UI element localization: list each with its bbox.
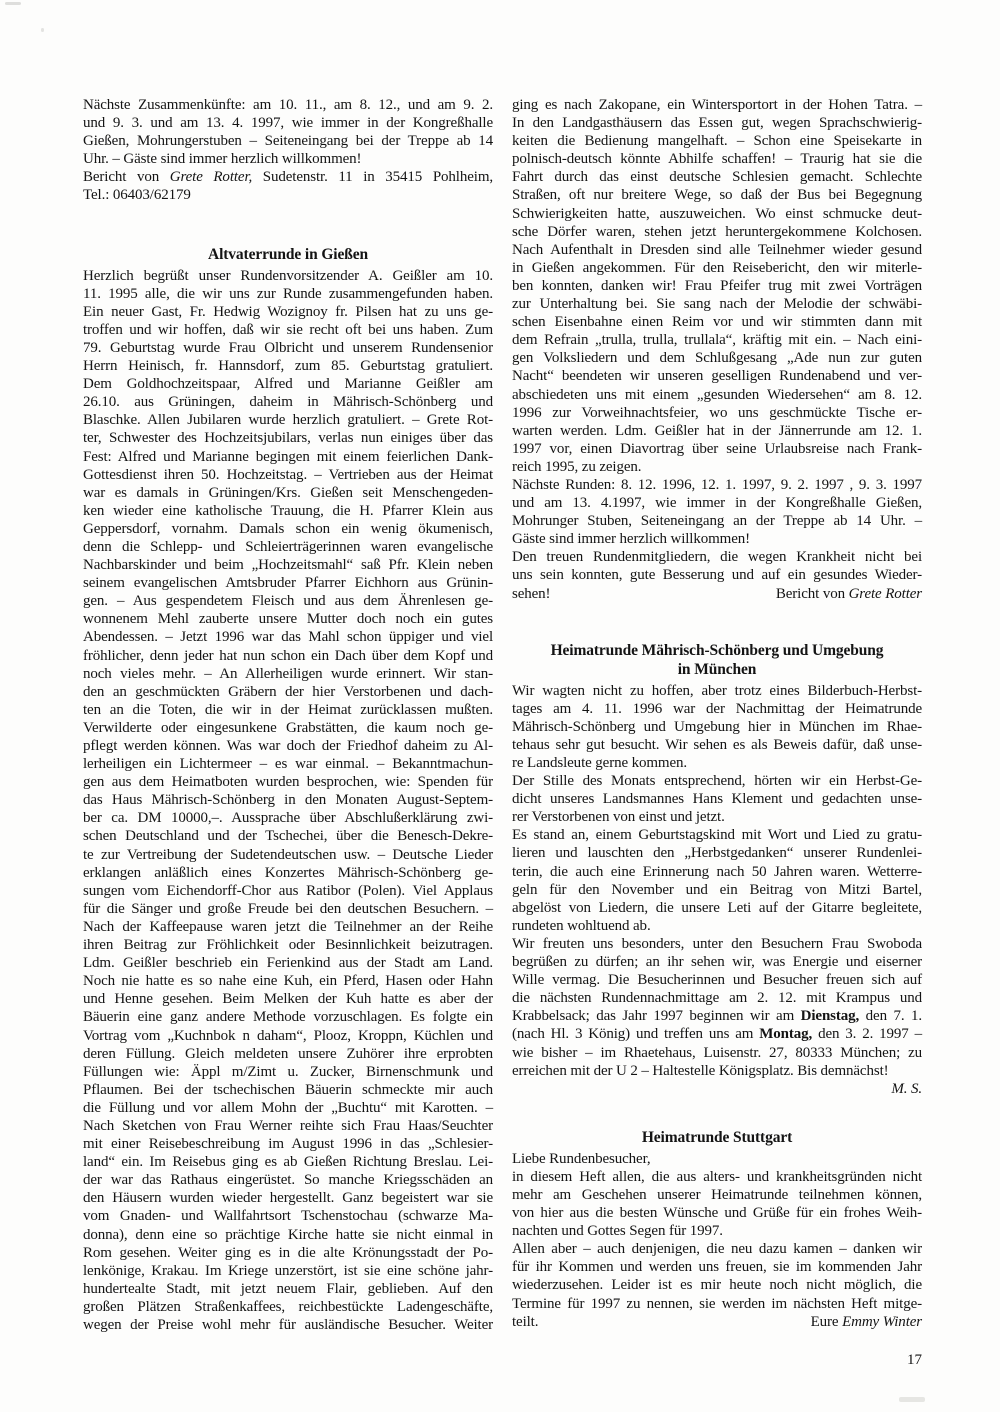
section-heading [512, 1128, 922, 1147]
section-heading [512, 641, 922, 679]
paragraph [512, 476, 922, 548]
text-line: Fahrt durch das einst deutsche Schlesien gemacht. Schlechte [512, 169, 922, 186]
text-line: donna), denn eine so prächtige Kirche hatte sie nicht einmal in [83, 1226, 493, 1243]
text-line: die nächsten Rundennachmittage am 2. 12. mit Krampus und [512, 990, 922, 1007]
paragraph [83, 96, 493, 168]
text-line: Nach Aufenthalt in Dresden sind alle Teilnehmer wieder gesund [512, 241, 922, 258]
text-line: ter, Schwester des Hochzeitsjubilars, verlas nun einiges über das [83, 430, 493, 447]
heading-line: in München [677, 660, 757, 678]
text-line: zur Unterhaltung bei. Sie sang nach der Melodie der schwäbi- [512, 296, 922, 313]
text-line: wie bisher – im Rhaetehaus, Luisenstr. 27, 80333 München; zu [512, 1044, 922, 1061]
paragraph [512, 826, 922, 935]
paragraph [512, 96, 922, 476]
paragraph [512, 1168, 922, 1240]
text-line: und 9. 3. und am 13. 4. 1997, wie immer in der Kongreßhalle [83, 115, 493, 132]
text-line: gen Volksliedern und dem Schlußgesang „Ade nun zur guten [512, 350, 922, 367]
text-line: Nachbarskinder und beim „Hochzeitsmahl“ saß Pfr. Klein neben [83, 557, 493, 574]
text-line: uns sein konnten, gute Besserung und auf ein gesundes Wieder- [512, 567, 922, 584]
paragraph [512, 682, 922, 772]
paragraph [512, 772, 922, 826]
text-line: land“ ein. Im Reisebus ging es ab Gießen Richtung Breslau. Lei- [83, 1154, 493, 1171]
text-line: terin, die auch eine Erinnerung nach 50 Jahren waren. Wetterre- [512, 863, 922, 880]
text-line: te zur Vertreibung der Sudetendeutschen usw. – Deutsche Lieder [83, 846, 493, 863]
page-number: 17 [907, 1352, 922, 1368]
text-line: lerheiligen ein Lichtermeer – es war einmal. – Bekanntmachun- [83, 756, 493, 773]
text-line: gen aus dem Heimatboten wurden besprochen, wie: Spenden für [83, 774, 493, 791]
text-line: tages am 4. 11. 1996 war der Nachmittag der Heimatrunde [512, 700, 922, 717]
text-line: das Haus Mährisch-Schönberg in den Monaten August-Septem- [83, 792, 493, 809]
text-line: Gottesdienst ihren 50. Hochzeitstag. – Vertrieben aus der Heimat [83, 466, 493, 483]
text-line: Ein neuer Gast, Fr. Hedwig Wozignoy fr. Pilsen hat zu uns ge- [83, 303, 493, 320]
paragraph [83, 267, 493, 1335]
text-line: Allen aber – auch denjenigen, die neu dazu kamen – danken wir [512, 1241, 922, 1258]
text-line: Fest: Alfred und Marianne begingen mit einem feierlichen Dank- [83, 448, 493, 465]
text-line: denn die Schlepp- und Schleierträgerinnen waren evangelische [83, 538, 493, 555]
text-line: reich 1995, zu zeigen. [512, 458, 642, 475]
vertical-gap [512, 603, 922, 641]
text-line: Uhr. – Gäste sind immer herzlich willkommen! [83, 151, 362, 168]
text-line: abschiedeten uns mit einem „gesunden Wiedersehen“ am 8. 12. [512, 386, 922, 403]
text-line: Wir freuten uns besonders, unter den Besuchern Frau Swoboda [512, 935, 922, 952]
text-line: Herzlich begrüßt unser Rundenvorsitzender A. Geißler am 10. [83, 267, 493, 284]
text-line: pflegt werden können. Was war doch der Friedhof daheim zu Al- [83, 738, 493, 754]
text-line: Herrn Heinisch, fr. Hannsdorf, zum 85. Geburtstag gratuliert. [83, 358, 493, 375]
text-line: und am 13. 4.1997, wie immer in der Kongreßhalle Gießen, [512, 495, 922, 512]
text-line: 79. Geburtstag wurde Frau Olbricht und unserem Rundensenior [83, 339, 493, 356]
text-line: lieren und lauschten den „Herbstgedanken“ unserer Rundenlei- [512, 845, 922, 862]
text-line: seinem evangelischen Amtsbruder Pfarrer Eichhorn aus Grünin- [83, 575, 493, 592]
text-line: Straßen, oft nur breitere Wege, so daß der Bus bei Begegnung [512, 187, 922, 204]
vertical-gap [512, 1098, 922, 1128]
text-line: Nacht“ beendeten wir unseren geselligen Rundenabend und ver- [512, 368, 922, 385]
text-line: in Gießen angekommen. Für den Reisebericht, den wir miterle- [512, 259, 922, 276]
text-line: Schwierigkeiten hatte, auszuweichen. Wo einst schmucke deut- [512, 205, 922, 222]
text-line: fröhlicher, denn jeder hat nun schon ein Dach über dem Kopf und [83, 647, 493, 664]
text-line: tehaus sehr gut besucht. Wir sehen es als Beweis dafür, daß unse- [512, 736, 922, 753]
text-line: rer Verstorbenen von einst und jetzt. [512, 809, 725, 826]
text-line: Geppersdorf, vornahm. Damals schon ein wenig ökumenisch, [83, 520, 493, 537]
text-line: ken wieder eine katholische Trauung, die H. Pfarrer Klein aus [83, 502, 493, 519]
text-line: wiederzusehen. Leider ist es mir heute noch nicht möglich, die [512, 1277, 922, 1294]
text-line: Nach der Kaffeepause waren jetzt die Teilnehmer an der Reihe [83, 918, 493, 935]
heading-line: Altvaterrunde in Gießen [208, 245, 368, 263]
text-line: ten an die Toten, die wir in der Heimat zurücklassen mußten. [83, 701, 493, 718]
text-line: vom Gnaden- und Wallfahrtsort Tschenstochau (schwarze Ma- [83, 1208, 493, 1225]
text-line: Es stand an, einem Geburtstagskind mit Wort und Lied zu gratu- [512, 827, 922, 844]
text-line: M. S. [891, 1080, 922, 1097]
left-column [83, 96, 493, 1334]
text-line: teilt. Eure Emmy Winter [512, 1313, 922, 1330]
text-line: (nach Hl. 3 König) und treffen uns am Montag, den 3. 2. 1997 – [512, 1026, 922, 1043]
scan-artifact [41, 28, 44, 32]
text-line: Füllungen wie: Äppl m/Zimt u. Zucker, Birnenschmunk und [83, 1063, 493, 1080]
text-line: begrüßen zu dürfen; an ihr sehen wir, was Energie und eiserner [512, 954, 922, 971]
text-line: geln für den November und ein Beitrag von Mitzi Bartel, [512, 881, 922, 898]
text-line: 1996 zur Vorweihnachtsfeier, wo uns geschmückte Tische er- [512, 404, 922, 421]
text-line: sche Dörfer waren, stehen jetzt heruntergekommene Kolchosen. [512, 223, 922, 240]
text-line: wonnenem Mehl zauberte unsere Mutter doch noch ein gutes [83, 611, 493, 628]
text-line: keiten die Bedienung mangelhaft. – Schon eine Speisekarte in [512, 133, 922, 150]
text-line: polnisch-deutsch könnte Abhilfe schaffen! – Traurig hat sie die [512, 151, 922, 168]
text-line: schen Eisenbahne einen Reim vor und wir stimmten dann mit [512, 314, 922, 331]
text-line: gen. – Aus gespendetem Fleisch und aus dem Ährenlesen ge- [83, 593, 493, 610]
text-line: deren Füllung. Gleich meldeten unsere Zuhörer ihre erprobten [83, 1045, 493, 1062]
text-line: ihren Beitrag zur Fröhlichkeit oder Besinnlichkeit beizutragen. [83, 937, 493, 954]
paragraph [512, 935, 922, 1080]
text-line: Mährisch-Schönberg und Umgebung hier in München im Rhae- [512, 718, 922, 735]
text-line: dem Refrain „trulla, trulla, trullala“, kräftig mit ein. – Nach eini- [512, 332, 922, 349]
text-line: schen Deutschland und der Tschechei, über die Benesch-Dekre- [83, 828, 493, 845]
text-line: troffen und wir hoffen, daß wir sie recht oft bei uns haben. Zum [83, 321, 493, 338]
text-line: Vortrag vom „Kuchnbok n daham“, Plooz, Kroppn, Küchlen und [83, 1027, 493, 1044]
text-line: Gießen, Mohrungerstuben – Seiteneingang bei der Treppe ab 14 [83, 133, 493, 150]
text-line: Wille vermag. Die Besucherinnen und Besucher freuen sich auf [512, 972, 922, 989]
text-line: erreichen mit der U 2 – Haltestelle Königsplatz. Bis demnächst! [512, 1062, 889, 1079]
text-line: Abendessen. – Jetzt 1996 war das Mahl schon üppiger und viel [83, 629, 493, 646]
text-line: lenkönige, Krakau. Im Kriege unzerstört, ist sie eine schöne jahr- [83, 1262, 493, 1279]
text-line: die Füllung und vor allem Mohn der „Buchtu“ mit Karotten. – [83, 1099, 493, 1116]
text-line: Den treuen Rundenmitgliedern, die wegen Krankheit nicht bei [512, 549, 922, 566]
text-line: Bericht von Grete Rotter, Sudetenstr. 11 in 35415 Pohlheim, [83, 169, 493, 186]
text-line: von hier aus die besten Wünsche und Grüße für ein frohes Weih- [512, 1205, 922, 1222]
text-line: 26.10. aus Grüningen, daheim in Mährisch-Schönberg und [83, 394, 493, 411]
text-line: re Landsleute gerne kommen. [512, 755, 688, 771]
text-line: Bäuerin eine ganz andere Methode vorzuschlagen. Es folgte ein [83, 1009, 493, 1026]
text-line: Wir wagten nicht zu hoffen, aber trotz eines Bilderbuch-Herbst- [512, 682, 922, 699]
text-line: Nächste Zusammenkünfte: am 10. 11., am 8. 12., und am 9. 2. [83, 97, 493, 113]
text-line: Nach Sketchen von Frau Werner reihte sich Frau Haas/Seuchter [83, 1117, 493, 1134]
text-line: war es damals in Grüningen/Krs. Gießen seit Menschengeden- [83, 484, 493, 501]
text-line: Verwilderte oder eingesunkene Grabstätten, die kaum noch ge- [83, 719, 493, 736]
paragraph [512, 1240, 922, 1330]
text-line: Rom gesehen. Weiter ging es in die alte Krönungsstadt der Po- [83, 1244, 493, 1261]
text-line: rundeten wohltuend ab. [512, 917, 651, 934]
text-line: ging es nach Zakopane, ein Wintersportort in der Hohen Tatra. – [512, 97, 922, 113]
text-line: in diesem Heft allen, die aus alters- und krankheitsgründen nicht [512, 1168, 922, 1185]
text-line: großen Plätzen Straßenkaffees, reichbestückte Ladengeschäfte, [83, 1298, 493, 1315]
heading-line: Heimatrunde Stuttgart [641, 1128, 793, 1146]
text-line: nachten und Gottes Segen für 1997. [512, 1223, 723, 1240]
text-line: und Henne gesehen. Beim Melken der Kuh hatte es aber der [83, 991, 493, 1008]
text-line: Gäste sind immer herzlich willkommen! [512, 531, 750, 548]
text-line: Ldm. Geißler beschrieb ein Ferienkind aus der Stadt am Land. [83, 955, 493, 972]
text-line: sehen! Bericht von Grete Rotter [512, 585, 922, 602]
text-line: Der Stille des Monats entsprechend, hörten wir ein Herbst-Ge- [512, 773, 922, 790]
text-line: Liebe Rundenbesucher, [512, 1150, 651, 1167]
text-line: erklangen anläßlich eines Konzertes Mährisch-Schönberg ge- [83, 864, 493, 881]
text-line: Pflaumen. Bei der tschechischen Bäuerin schmeckte mir auch [83, 1081, 493, 1098]
text-line: Dem Goldhochzeitspaar, Alfred und Marianne Geißler am [83, 376, 493, 393]
scan-artifact [5, 2, 21, 5]
section-heading [83, 245, 493, 264]
paragraph [512, 548, 922, 602]
text-line: Mohrunger Stuben, Seiteneingang an der Treppe ab 14 Uhr. – [512, 513, 922, 530]
text-line: hundertealte Stadt, mit jetzt neuem Flair, geblieben. Auf den [83, 1280, 493, 1297]
paragraph [512, 1150, 922, 1168]
right-column [512, 96, 922, 1331]
text-line: Termine für 1997 zu nennen, sie werden im nächsten Heft mitge- [512, 1295, 922, 1312]
text-line: mehr am Geschehen unserer Heimatrunde teilnehmen können, [512, 1186, 922, 1203]
text-line: 1997 vor, einen Diavortrag über seine Urlaubsreise nach Frank- [512, 440, 922, 457]
text-line: ben konnten, danken wir! Frau Pfeifer trug mit zwei Vorträgen [512, 277, 922, 294]
text-line: den an geschmückten Gräbern der hier Verstorbenen und dach- [83, 683, 493, 700]
text-line: warten werden. Ldm. Geißler hat in der Jännerrunde am 12. 1. [512, 422, 922, 439]
text-line: noch vieles mehr. – An Allerheiligen wurde erinnert. Wir stan- [83, 665, 493, 682]
text-line: dicht unseres Landsmannes Hans Klement und gedachten unse- [512, 791, 922, 808]
text-line: 11. 1995 alle, die wir uns zur Runde zusammengefunden haben. [83, 285, 493, 302]
text-line: mit einer Reisebeschreibung im August 1996 in das „Schlesier- [83, 1136, 493, 1153]
text-line: sungen vom Eichendorff-Chor aus Ratibor (Polen). Viel Applaus [83, 882, 493, 899]
text-line: Noch nie hatte es so nahe eine Kuh, ein Pferd, Hasen oder Hahn [83, 973, 493, 990]
text-line: ber ca. DM 10000,–. Aussprache über Abschlußerklärung zwi- [83, 810, 493, 827]
scan-artifact [899, 1397, 925, 1402]
text-line: für die Sänger und große Freude bei den deutschen Besuchern. – [83, 900, 493, 917]
heading-line: Heimatrunde Mährisch-Schönberg und Umgebung [550, 641, 884, 659]
text-line: Tel.: 06403/62179 [83, 187, 191, 204]
text-line: der war das Rathaus eingerüstet. So manche Kriegsschäden an [83, 1172, 493, 1189]
text-line: den Häusern wurden wieder hergestellt. Ganz begeistert war sie [83, 1190, 493, 1207]
text-line: Nächste Runden: 8. 12. 1996, 12. 1. 1997, 9. 2. 1997 , 9. 3. 1997 [512, 476, 922, 493]
text-line: Blaschke. Allen Jubilaren wurde herzlich gratuliert. – Grete Rot- [83, 412, 493, 429]
text-line: In den Landgasthäusern das Essen gut, wegen Sprachschwierig- [512, 115, 922, 132]
text-line: Krabbelsack; das Jahr 1997 beginnen wir am Dienstag, den 7. 1. [512, 1008, 922, 1025]
paragraph [512, 1080, 922, 1098]
paragraph [83, 168, 493, 204]
text-line: für ihr Kommen und werden uns freuen, sie im kommenden Jahr [512, 1259, 922, 1276]
text-line: abgelöst von Liedern, die unsere Leti auf der Gitarre begleitete, [512, 899, 922, 916]
vertical-gap [83, 205, 493, 245]
text-line: wegen der Preise wohl mehr für ausländische Besucher. Weiter [83, 1317, 493, 1333]
